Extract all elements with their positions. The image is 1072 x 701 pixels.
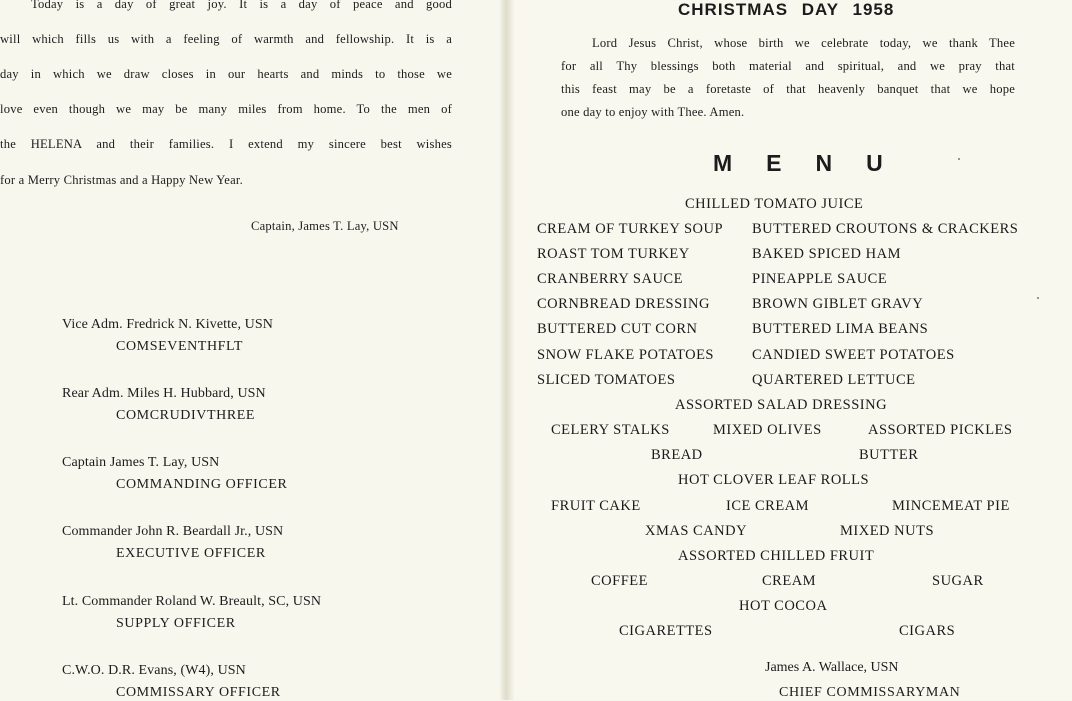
menu-item: SNOW FLAKE POTATOES bbox=[537, 347, 714, 363]
menu-title: MENU bbox=[713, 150, 917, 176]
menu-item: FRUIT CAKE bbox=[551, 498, 641, 514]
footer-name: James A. Wallace, USN bbox=[765, 660, 899, 675]
menu-item: ASSORTED PICKLES bbox=[868, 422, 1013, 438]
letter-line: will which fills us with a feeling of warmth and fellowship. It is a bbox=[0, 32, 452, 46]
officer-entry bbox=[62, 455, 287, 493]
menu-item: BUTTERED LIMA BEANS bbox=[752, 321, 929, 337]
menu-item: MIXED OLIVES bbox=[713, 422, 822, 438]
officer-entry bbox=[62, 386, 266, 424]
menu-item: BUTTERED CUT CORN bbox=[537, 321, 698, 337]
menu-item: ASSORTED CHILLED FRUIT bbox=[678, 548, 875, 564]
menu-item: MINCEMEAT PIE bbox=[892, 498, 1010, 514]
officer-title: COMMISSARY OFFICER bbox=[116, 685, 281, 700]
menu-item: CHILLED TOMATO JUICE bbox=[685, 196, 864, 212]
officer-entry bbox=[62, 594, 321, 632]
menu-item: CIGARS bbox=[899, 623, 956, 639]
menu-item: HOT CLOVER LEAF ROLLS bbox=[678, 472, 870, 488]
menu-item: BREAD bbox=[651, 447, 703, 463]
menu-item: CREAM bbox=[762, 573, 817, 589]
captain-signature: Captain, James T. Lay, USN bbox=[251, 219, 399, 233]
menu-item: BAKED SPICED HAM bbox=[752, 246, 901, 262]
footer-title: CHIEF COMMISSARYMAN bbox=[779, 685, 961, 700]
officer-name: Commander John R. Beardall Jr., USN bbox=[62, 524, 284, 539]
prayer-line: one day to enjoy with Thee. Amen. bbox=[561, 105, 745, 119]
officer-entry bbox=[62, 663, 281, 700]
letter-line: the HELENA and their families. I extend my sincere best wishes bbox=[0, 137, 452, 151]
menu-item: HOT COCOA bbox=[739, 598, 828, 614]
officer-title: COMSEVENTHFLT bbox=[116, 339, 244, 354]
page-gutter bbox=[500, 0, 514, 700]
menu-item: ASSORTED SALAD DRESSING bbox=[675, 397, 888, 413]
officer-name: Vice Adm. Fredrick N. Kivette, USN bbox=[62, 317, 273, 332]
prayer-line: Lord Jesus Christ, whose birth we celebrate today, we thank Thee bbox=[592, 36, 1015, 50]
menu-item: QUARTERED LETTUCE bbox=[752, 372, 916, 388]
menu-item: BUTTER bbox=[859, 447, 919, 463]
menu-item: XMAS CANDY bbox=[645, 523, 748, 539]
page-heading: CHRISTMAS DAY 1958 bbox=[678, 0, 895, 19]
menu-item: CANDIED SWEET POTATOES bbox=[752, 347, 955, 363]
menu-item: BUTTERED CROUTONS & CRACKERS bbox=[752, 221, 1019, 237]
officer-title: COMMANDING OFFICER bbox=[116, 477, 288, 492]
menu-item: SUGAR bbox=[932, 573, 984, 589]
officer-title: COMCRUDIVTHREE bbox=[116, 408, 256, 423]
prayer-line: this feast may be a foretaste of that heavenly banquet that we hope bbox=[561, 82, 1015, 96]
menu-item: CORNBREAD DRESSING bbox=[537, 296, 710, 312]
officer-name: C.W.O. D.R. Evans, (W4), USN bbox=[62, 663, 246, 678]
officer-entry bbox=[62, 524, 283, 562]
menu-item: ROAST TOM TURKEY bbox=[537, 246, 690, 262]
menu-item: BROWN GIBLET GRAVY bbox=[752, 296, 924, 312]
paper-speck bbox=[958, 158, 960, 160]
menu-item: CRANBERRY SAUCE bbox=[537, 271, 683, 287]
officer-title: SUPPLY OFFICER bbox=[116, 616, 236, 631]
letter-line: Today is a day of great joy. It is a day of peace and good bbox=[31, 0, 452, 11]
officer-entry bbox=[62, 317, 273, 355]
menu-item: SLICED TOMATOES bbox=[537, 372, 676, 388]
menu-item: ICE CREAM bbox=[726, 498, 810, 514]
menu-item: MIXED NUTS bbox=[840, 523, 935, 539]
left-page bbox=[0, 0, 505, 700]
letter-line: love even though we may be many miles from home. To the men of bbox=[0, 102, 452, 116]
menu-item: COFFEE bbox=[591, 573, 648, 589]
letter-line: day in which we draw closes in our hearts and minds to those we bbox=[0, 67, 452, 81]
officer-name: Lt. Commander Roland W. Breault, SC, USN bbox=[62, 594, 322, 609]
paper-speck bbox=[1037, 297, 1039, 299]
menu-item: CREAM OF TURKEY SOUP bbox=[537, 221, 724, 237]
officer-name: Rear Adm. Miles H. Hubbard, USN bbox=[62, 386, 266, 401]
menu-item: CELERY STALKS bbox=[551, 422, 670, 438]
prayer-line: for all Thy blessings both material and spiritual, and we pray that bbox=[561, 59, 1015, 73]
menu-item: CIGARETTES bbox=[619, 623, 713, 639]
letter-line: for a Merry Christmas and a Happy New Year. bbox=[0, 173, 243, 187]
menu-item: PINEAPPLE SAUCE bbox=[752, 271, 888, 287]
officer-title: EXECUTIVE OFFICER bbox=[116, 546, 266, 561]
officer-name: Captain James T. Lay, USN bbox=[62, 455, 220, 470]
